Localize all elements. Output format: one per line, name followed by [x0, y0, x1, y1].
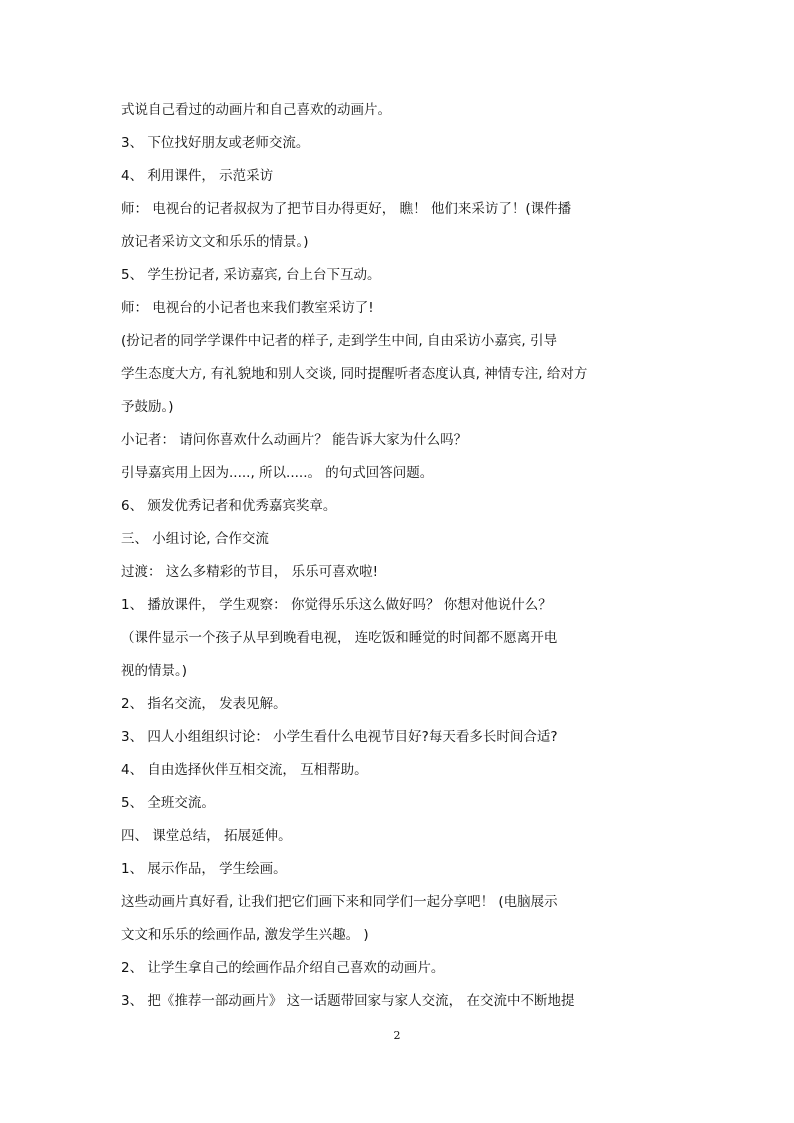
text-line: 式说自己看过的动画片和自己喜欢的动画片。 — [121, 102, 391, 118]
text-line: 小记者： 请问你喜欢什么动画片？ 能告诉大家为什么吗？ — [121, 432, 468, 448]
document-body — [121, 94, 621, 1018]
text-line: 4、 自由选择伙伴互相交流， 互相帮助。 — [121, 762, 368, 778]
text-line: 这些动画片真好看, 让我们把它们画下来和同学们一起分享吧！ (电脑展示 — [121, 894, 558, 910]
text-line: 2、 指名交流， 发表见解。 — [121, 696, 287, 712]
text-line: (扮记者的同学学课件中记者的样子, 走到学生中间, 自由采访小嘉宾, 引导 — [121, 333, 558, 349]
text-line: 3、 四人小组组织讨论： 小学生看什么电视节目好?每天看多长时间合适? — [121, 729, 558, 745]
text-line: 1、 播放课件， 学生观察： 你觉得乐乐这么做好吗？ 你想对他说什么？ — [121, 597, 552, 613]
text-line: 放记者采访文文和乐乐的情景。) — [121, 234, 309, 250]
text-line: 2、 让学生拿自己的绘画作品介绍自己喜欢的动画片。 — [121, 960, 445, 976]
text-line: 引导嘉宾用上因为....., 所以.....。 的句式回答问题。 — [121, 465, 434, 481]
text-line: 视的情景。) — [121, 663, 188, 679]
text-line: 6、 颁发优秀记者和优秀嘉宾奖章。 — [121, 498, 337, 514]
text-line: （课件显示一个孩子从早到晚看电视， 连吃饭和睡觉的时间都不愿离开电 — [121, 630, 558, 646]
text-line: 文文和乐乐的绘画作品, 激发学生兴趣。 ) — [121, 927, 369, 943]
text-line: 予鼓励。) — [121, 399, 174, 415]
page-number: 2 — [393, 1029, 401, 1042]
text-line: 四、 课堂总结， 拓展延伸。 — [121, 828, 292, 844]
text-line: 师： 电视台的小记者也来我们教室采访了! — [121, 300, 374, 316]
text-line: 三、 小组讨论, 合作交流 — [121, 531, 269, 547]
text-line: 3、 下位找好朋友或老师交流。 — [121, 135, 310, 151]
text-line: 师： 电视台的记者叔叔为了把节目办得更好， 瞧！ 他们来采访了！(课件播 — [121, 201, 572, 217]
text-line: 过渡： 这么多精彩的节目， 乐乐可喜欢啦! — [121, 564, 378, 580]
text-line: 学生态度大方, 有礼貌地和别人交谈, 同时提醒听者态度认真, 神情专注, 给对方 — [121, 366, 588, 382]
text-line: 3、 把《推荐一部动画片》 这一话题带回家与家人交流， 在交流中不断地提 — [121, 993, 575, 1009]
text-line: 4、 利用课件， 示范采访 — [121, 168, 274, 184]
text-line: 5、 学生扮记者, 采访嘉宾, 台上台下互动。 — [121, 267, 381, 283]
text-line: 5、 全班交流。 — [121, 795, 215, 811]
text-line: 1、 展示作品， 学生绘画。 — [121, 861, 287, 877]
